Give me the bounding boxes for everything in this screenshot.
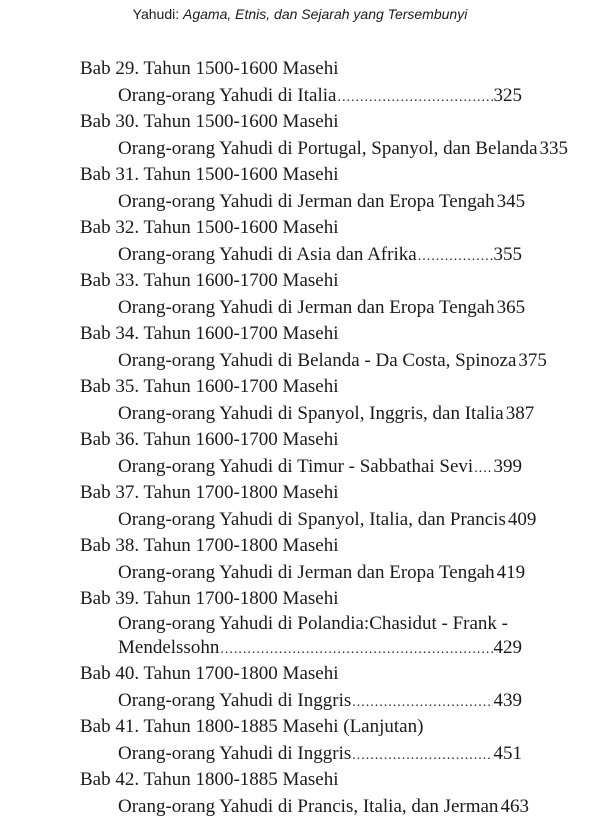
- toc-entry: [0, 427, 600, 480]
- chapter-subtitle: Orang-orang Yahudi di Timur - Sabbathai Sevi: [118, 456, 474, 477]
- toc-entry: [0, 374, 600, 427]
- chapter-subtitle-line: [118, 347, 547, 374]
- chapter-subtitle: Orang-orang Yahudi di Portugal, Spanyol, dan Belanda: [118, 138, 538, 159]
- chapter-subtitle-line: [118, 135, 569, 162]
- chapter-heading: Bab 39. Tahun 1700-1800 Masehi: [80, 588, 339, 609]
- chapter-subtitle: Orang-orang Yahudi di Belanda - Da Costa, Spinoza: [118, 350, 517, 371]
- dot-leader: [220, 637, 492, 663]
- chapter-subtitle-line: [118, 687, 522, 714]
- page-number: 335: [539, 138, 569, 159]
- chapter-subtitle: Orang-orang Yahudi di Inggris: [118, 743, 352, 764]
- toc-entry: [0, 586, 600, 661]
- toc-entry: [0, 321, 600, 374]
- header-subtitle: Agama, Etnis, dan Sejarah yang Tersembunyi: [183, 6, 468, 22]
- chapter-subtitle-line: [118, 188, 526, 215]
- dot-leader: [337, 84, 492, 111]
- chapter-subtitle: Orang-orang Yahudi di Inggris: [118, 690, 352, 711]
- chapter-subtitle: Orang-orang Yahudi di Jerman dan Eropa Tengah: [118, 191, 495, 212]
- chapter-subtitle: Orang-orang Yahudi di Prancis, Italia, dan Jerman: [118, 796, 499, 817]
- chapter-subtitle-line: [118, 294, 526, 321]
- toc-entry: [0, 480, 600, 533]
- chapter-subtitle-line: [118, 506, 537, 533]
- chapter-heading: Bab 42. Tahun 1800-1885 Masehi: [80, 769, 339, 790]
- chapter-subtitle-continued: Mendelssohn: [118, 637, 220, 658]
- chapter-heading: Bab 35. Tahun 1600-1700 Masehi: [80, 376, 339, 397]
- chapter-subtitle: Orang-orang Yahudi di Spanyol, Inggris, dan Italia: [118, 403, 504, 424]
- page-number: 463: [500, 796, 529, 817]
- chapter-subtitle-line: [118, 559, 526, 586]
- chapter-heading: Bab 34. Tahun 1600-1700 Masehi: [80, 323, 339, 344]
- chapter-subtitle: Orang-orang Yahudi di Jerman dan Eropa Tengah: [118, 297, 495, 318]
- page-number: 419: [496, 562, 526, 583]
- chapter-subtitle: Orang-orang Yahudi di Jerman dan Eropa Tengah: [118, 562, 495, 583]
- page-number: 387: [505, 403, 535, 424]
- toc-entry: [0, 109, 600, 162]
- running-header: [0, 6, 600, 22]
- toc-entry: [0, 215, 600, 268]
- toc-entry: [0, 162, 600, 215]
- chapter-heading: Bab 37. Tahun 1700-1800 Masehi: [80, 482, 339, 503]
- chapter-subtitle-line: [118, 82, 522, 109]
- toc-entry: [0, 767, 600, 820]
- dot-leader: [474, 455, 492, 482]
- page-number: 325: [493, 85, 522, 106]
- chapter-subtitle-line: [118, 793, 529, 820]
- chapter-subtitle: Orang-orang Yahudi di Italia: [118, 85, 337, 106]
- dot-leader: [352, 742, 492, 769]
- page-number: 345: [496, 191, 526, 212]
- chapter-heading: Bab 32. Tahun 1500-1600 Masehi: [80, 217, 339, 238]
- dot-leader: [418, 243, 493, 270]
- toc-entry: [0, 533, 600, 586]
- chapter-subtitle-line: [118, 400, 535, 427]
- chapter-heading: Bab 29. Tahun 1500-1600 Masehi: [80, 58, 339, 79]
- chapter-subtitle-line: [118, 241, 522, 268]
- chapter-subtitle: Orang-orang Yahudi di Spanyol, Italia, dan Prancis: [118, 509, 506, 530]
- page-number: 399: [493, 456, 522, 477]
- chapter-subtitle-line: [118, 453, 522, 480]
- chapter-heading: Bab 31. Tahun 1500-1600 Masehi: [80, 164, 339, 185]
- chapter-subtitle-line: [118, 635, 522, 661]
- page-number: 451: [493, 743, 522, 764]
- page-number: 429: [493, 637, 522, 658]
- toc-entry: [0, 661, 600, 714]
- chapter-subtitle-line: [118, 740, 522, 767]
- table-of-contents: [0, 56, 600, 820]
- chapter-heading: Bab 40. Tahun 1700-1800 Masehi: [80, 663, 339, 684]
- chapter-heading: Bab 41. Tahun 1800-1885 Masehi (Lanjutan): [80, 716, 424, 737]
- chapter-heading: Bab 33. Tahun 1600-1700 Masehi: [80, 270, 339, 291]
- page-number: 409: [507, 509, 537, 530]
- chapter-subtitle: Orang-orang Yahudi di Asia dan Afrika: [118, 244, 417, 265]
- toc-entry: [0, 268, 600, 321]
- toc-entry: [0, 56, 600, 109]
- chapter-heading: Bab 36. Tahun 1600-1700 Masehi: [80, 429, 339, 450]
- chapter-heading: Bab 38. Tahun 1700-1800 Masehi: [80, 535, 339, 556]
- page-number: 439: [493, 690, 522, 711]
- toc-entry: [0, 714, 600, 767]
- page-number: 365: [496, 297, 526, 318]
- dot-leader: [352, 689, 492, 716]
- page-number: 375: [518, 350, 547, 371]
- page-number: 355: [493, 244, 522, 265]
- chapter-heading: Bab 30. Tahun 1500-1600 Masehi: [80, 111, 339, 132]
- chapter-subtitle: Orang-orang Yahudi di Polandia:Chasidut - Frank -: [118, 613, 508, 634]
- header-title: Yahudi:: [132, 6, 180, 22]
